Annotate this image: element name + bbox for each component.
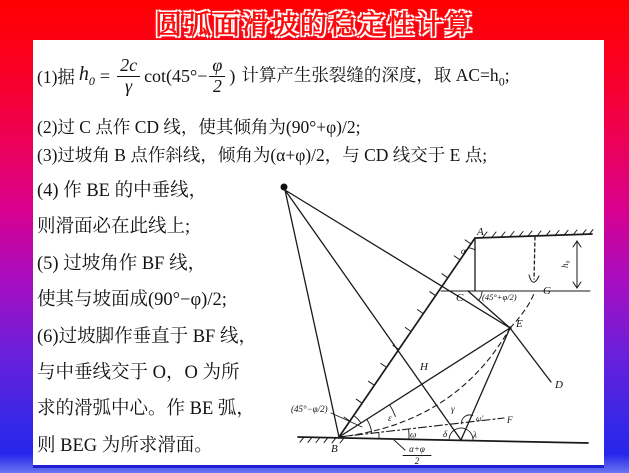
- step-3-text: (3)过坡角 B 点作斜线，倾角为(α+φ)/2，与 CD 线交于 E 点;: [37, 145, 488, 165]
- slide-title: 圆弧面滑坡的稳定性计算: [155, 10, 474, 40]
- construction-diagram: [270, 168, 610, 465]
- label-delta: δ: [443, 429, 448, 439]
- tension-crack-dashed: [534, 237, 535, 279]
- label-frac-den: 2: [414, 456, 420, 465]
- step-1-text: 计算产生张裂缝的深度，取 $AC=h_0$;: [241, 65, 510, 89]
- label-frac-num: α+φ: [409, 444, 425, 454]
- label-h0: h₀: [560, 260, 570, 268]
- step-line: 求的滑弧中心。作 BE 弧，: [37, 399, 255, 420]
- line-e-d: [510, 328, 551, 382]
- label-point-f: F: [507, 415, 513, 425]
- leader-alpha-phi: [394, 440, 405, 450]
- label-alpha: α: [461, 246, 466, 256]
- line-e-ground: [461, 328, 510, 440]
- cot-term: cot(45°−: [144, 65, 208, 86]
- label-point-e: E: [516, 318, 523, 330]
- fraction-2c-gamma: $\frac{2c}{\gamma}$: [117, 56, 140, 97]
- step-line: (6)过坡脚作垂直于 BF 线，: [37, 326, 257, 347]
- label-angle-at-c: (45°+φ/2): [482, 292, 517, 302]
- label-gamma: γ: [451, 404, 455, 414]
- label-omega: ω: [410, 429, 417, 440]
- step-2-text: (2)过 C 点作 CD 线，使其倾角为(90°+φ)/2;: [37, 117, 361, 137]
- label-epsilon: ε: [388, 413, 392, 423]
- formula-variable: $h_0$: [78, 63, 95, 88]
- steps-4-5-6: [37, 173, 309, 464]
- step-line: 使其与坡面成(90°−φ)/2;: [37, 290, 227, 311]
- label-point-d: D: [555, 379, 563, 391]
- step-1-prefix: (1)据: [37, 66, 75, 87]
- label-point-c: C: [456, 292, 464, 304]
- step-line: 则 BEG 为所求滑面。: [37, 435, 213, 456]
- point-e-dot: [508, 326, 511, 329]
- ray-o-e: [285, 190, 510, 328]
- step-line: (4) 作 BE 的中垂线，: [37, 181, 208, 201]
- label-point-g: G: [543, 285, 551, 297]
- label-point-b: B: [331, 443, 338, 455]
- ray-o-mid: [285, 190, 461, 440]
- slope-face: [339, 238, 475, 437]
- fraction-phi-2: $\frac{\varphi}{2}$: [209, 56, 225, 97]
- step-line: (5) 过坡角作 BF 线，: [37, 253, 207, 274]
- label-point-a: A: [477, 226, 484, 238]
- angle-arc-alpha: [468, 248, 475, 250]
- label-lambda: λ: [473, 430, 477, 440]
- label-omega-prime: ω′: [476, 414, 484, 423]
- ray-o-b: [285, 190, 339, 437]
- label-angle-at-b: (45°−φ/2): [291, 404, 328, 414]
- slip-arc-beg: [339, 291, 535, 437]
- step-1-formula: [37, 44, 510, 108]
- close-paren: ): [229, 65, 236, 86]
- content-panel: [33, 40, 604, 468]
- center-o-dot: [281, 184, 288, 191]
- equals-sign: =: [99, 65, 111, 86]
- step-line: 与中垂线交于 O，O 为所: [37, 363, 240, 384]
- label-point-h: H: [420, 361, 428, 373]
- step-line: 则滑面必在此线上;: [37, 217, 191, 238]
